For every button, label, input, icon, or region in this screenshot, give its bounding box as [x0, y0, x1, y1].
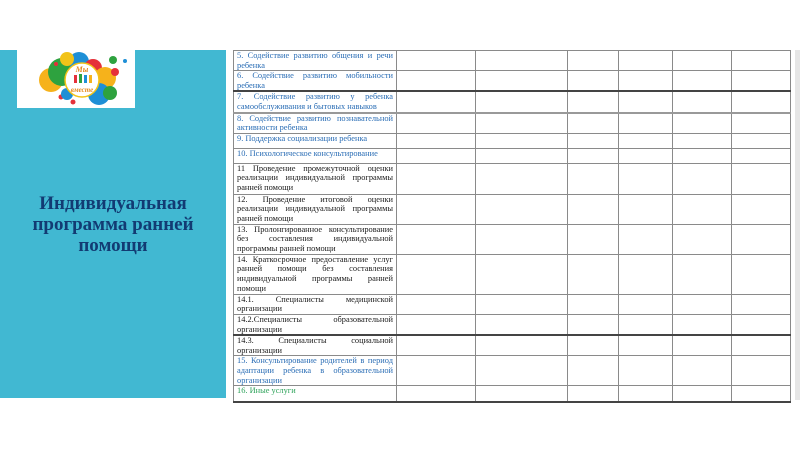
service-label: 15. Консультирование родителей в период адаптации ребенка в образовательной организации	[234, 356, 397, 386]
table-cell[interactable]	[476, 71, 568, 92]
table-cell[interactable]	[732, 335, 791, 356]
service-label: 14.3. Специалисты социальной организации	[234, 335, 397, 356]
table-cell[interactable]	[673, 163, 732, 194]
table-cell[interactable]	[476, 51, 568, 71]
table-cell[interactable]	[476, 314, 568, 335]
table-cell[interactable]	[476, 224, 568, 254]
table-cell[interactable]	[568, 294, 619, 314]
service-label: 13. Пролонгированное консультирование без составления индивидуальной программы ранней помощи	[234, 224, 397, 254]
table-row	[234, 113, 791, 134]
table-row	[234, 294, 791, 314]
table-cell[interactable]	[568, 335, 619, 356]
table-cell[interactable]	[673, 254, 732, 294]
table-row	[234, 386, 791, 402]
table-cell[interactable]	[619, 133, 673, 148]
table-row	[234, 335, 791, 356]
table-cell[interactable]	[732, 314, 791, 335]
table-cell[interactable]	[619, 254, 673, 294]
table-row	[234, 163, 791, 194]
table-cell[interactable]	[732, 224, 791, 254]
table-cell[interactable]	[673, 113, 732, 134]
svg-text:Мы: Мы	[75, 65, 89, 74]
table-cell[interactable]	[476, 294, 568, 314]
table-cell[interactable]	[732, 113, 791, 134]
table-cell[interactable]	[568, 113, 619, 134]
table-cell[interactable]	[397, 71, 476, 92]
table-cell[interactable]	[673, 224, 732, 254]
table-cell[interactable]	[619, 91, 673, 112]
service-label: 12. Проведение итоговой оценки реализации индивидуальной программы ранней помощи	[234, 194, 397, 224]
service-label: 11 Проведение промежуточной оценки реализации индивидуальной программы ранней помощи	[234, 163, 397, 194]
services-table	[233, 50, 791, 403]
table-row	[234, 224, 791, 254]
table-cell[interactable]	[673, 386, 732, 402]
table-cell[interactable]	[568, 314, 619, 335]
table-cell[interactable]	[476, 254, 568, 294]
table-cell[interactable]	[673, 51, 732, 71]
table-cell[interactable]	[732, 194, 791, 224]
table-cell[interactable]	[732, 163, 791, 194]
table-cell[interactable]	[619, 163, 673, 194]
table-cell[interactable]	[397, 335, 476, 356]
table-cell[interactable]	[732, 386, 791, 402]
service-label: 7. Содействие развитию у ребенка самообслуживания и бытовых навыков	[234, 91, 397, 112]
table-cell[interactable]	[397, 294, 476, 314]
table-row	[234, 356, 791, 386]
table-cell[interactable]	[476, 91, 568, 112]
table-cell[interactable]	[476, 133, 568, 148]
table-cell[interactable]	[568, 254, 619, 294]
service-label: 14.1. Специалисты медицинской организации	[234, 294, 397, 314]
table-row	[234, 133, 791, 148]
table-cell[interactable]	[397, 254, 476, 294]
table-cell[interactable]	[673, 335, 732, 356]
table-cell[interactable]	[619, 224, 673, 254]
table-cell[interactable]	[397, 314, 476, 335]
table-row	[234, 91, 791, 112]
table-cell[interactable]	[673, 194, 732, 224]
table-cell[interactable]	[476, 386, 568, 402]
service-label: 16. Иные услуги	[234, 386, 397, 402]
table-cell[interactable]	[673, 71, 732, 92]
table-cell[interactable]	[732, 91, 791, 112]
table-cell[interactable]	[397, 224, 476, 254]
table-cell[interactable]	[619, 356, 673, 386]
table-cell[interactable]	[673, 91, 732, 112]
table-cell[interactable]	[619, 335, 673, 356]
table-cell[interactable]	[568, 71, 619, 92]
service-label: 5. Содействие развитию общения и речи ребенка	[234, 51, 397, 71]
table-cell[interactable]	[732, 51, 791, 71]
svg-text:вместе: вместе	[70, 86, 94, 94]
table-cell[interactable]	[397, 133, 476, 148]
page-title: Индивидуальная программа ранней помощи	[32, 193, 194, 256]
service-label: 8. Содействие развитию познавательной активности ребенка	[234, 113, 397, 134]
service-label: 14.2.Специалисты образовательной организации	[234, 314, 397, 335]
table-cell[interactable]	[673, 133, 732, 148]
table-cell[interactable]	[568, 194, 619, 224]
table-cell[interactable]	[397, 163, 476, 194]
table-cell[interactable]	[732, 294, 791, 314]
table-cell[interactable]	[619, 148, 673, 163]
table-cell[interactable]	[673, 356, 732, 386]
table-cell[interactable]	[732, 133, 791, 148]
table-cell[interactable]	[476, 194, 568, 224]
table-row	[234, 194, 791, 224]
table-cell[interactable]	[619, 194, 673, 224]
table-cell[interactable]	[476, 113, 568, 134]
table-row	[234, 71, 791, 92]
table-cell[interactable]	[568, 224, 619, 254]
table-cell[interactable]	[476, 335, 568, 356]
table-cell[interactable]	[619, 71, 673, 92]
table-cell[interactable]	[397, 113, 476, 134]
logo-icon	[17, 50, 135, 108]
table-cell[interactable]	[568, 133, 619, 148]
table-cell[interactable]	[397, 148, 476, 163]
table-row	[234, 254, 791, 294]
table-cell[interactable]	[397, 356, 476, 386]
table-cell[interactable]	[673, 294, 732, 314]
table-cell[interactable]	[619, 113, 673, 134]
table-row	[234, 314, 791, 335]
table-cell[interactable]	[476, 356, 568, 386]
table-cell[interactable]	[397, 386, 476, 402]
scrollbar-strip	[795, 50, 800, 400]
table-cell[interactable]	[732, 148, 791, 163]
service-label: 10. Психологическое консультирование	[234, 148, 397, 163]
table-row	[234, 51, 791, 71]
table-cell[interactable]	[673, 148, 732, 163]
table-cell[interactable]	[568, 51, 619, 71]
logo	[17, 50, 135, 108]
table-cell[interactable]	[476, 163, 568, 194]
table-cell[interactable]	[568, 386, 619, 402]
table-cell[interactable]	[568, 163, 619, 194]
table-cell[interactable]	[568, 91, 619, 112]
table-cell[interactable]	[732, 254, 791, 294]
table-cell[interactable]	[732, 356, 791, 386]
table-row	[234, 148, 791, 163]
table-cell[interactable]	[568, 356, 619, 386]
table-cell[interactable]	[397, 194, 476, 224]
table-cell[interactable]	[619, 314, 673, 335]
table-cell[interactable]	[732, 71, 791, 92]
table-cell[interactable]	[476, 148, 568, 163]
table-cell[interactable]	[397, 91, 476, 112]
left-panel	[0, 50, 226, 398]
table-cell[interactable]	[619, 51, 673, 71]
service-label: 14. Краткосрочное предоставление услуг ранней помощи без составления индивидуальной программы ранней помощи	[234, 254, 397, 294]
table-cell[interactable]	[619, 386, 673, 402]
service-label: 9. Поддержка социализации ребенка	[234, 133, 397, 148]
service-label: 6. Содействие развитию мобильности ребенка	[234, 71, 397, 92]
table-cell[interactable]	[619, 294, 673, 314]
table-cell[interactable]	[673, 314, 732, 335]
table-cell[interactable]	[568, 148, 619, 163]
table-cell[interactable]	[397, 51, 476, 71]
